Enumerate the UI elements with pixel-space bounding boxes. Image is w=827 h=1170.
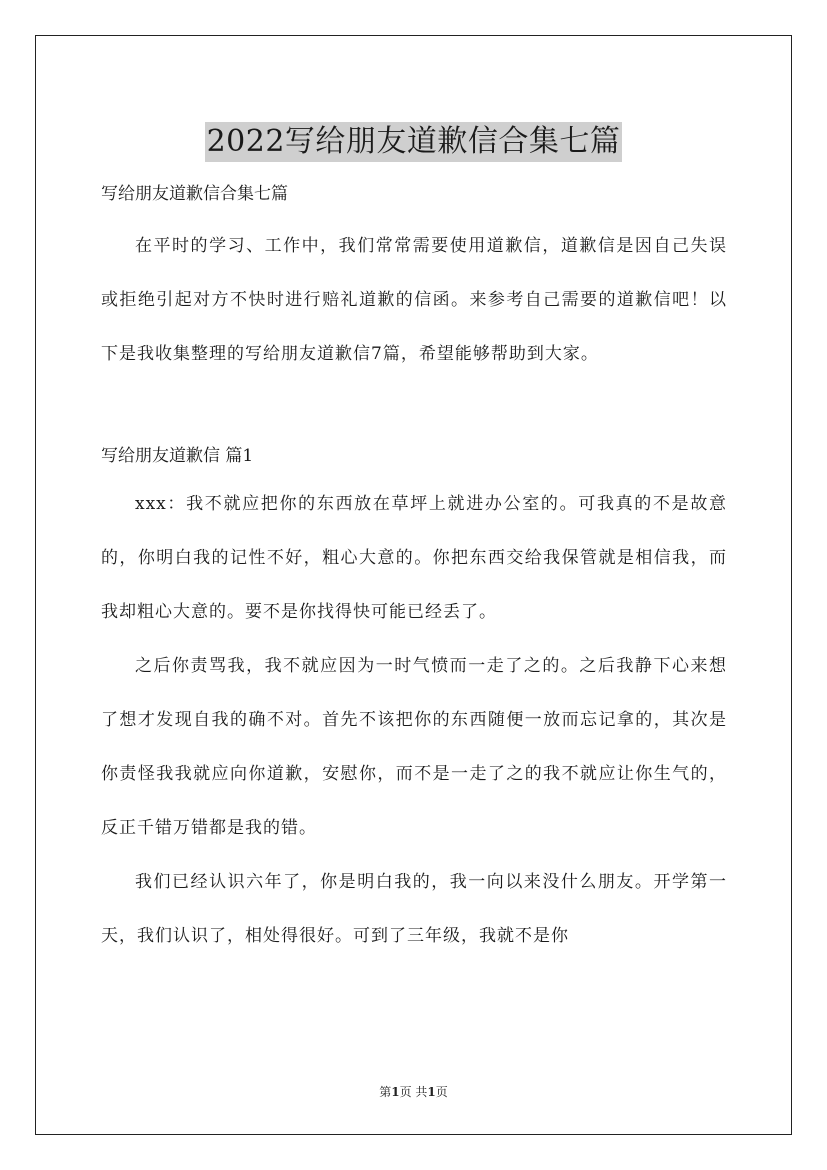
intro-paragraph: 在平时的学习、工作中，我们常常需要使用道歉信，道歉信是因自己失误或拒绝引起对方不快时进行赔礼道歉的信函。来参考自己需要的道歉信吧！以下是我收集整理的写给朋友道歉信7篇，希望能够帮助到大家。 — [101, 236, 727, 364]
body-paragraph: 我们已经认识六年了，你是明白我的，我一向以来没什么朋友。开学第一天，我们认识了，相处得很好。可到了三年级，我就不是你 — [101, 872, 727, 946]
page-footer — [0, 1082, 827, 1102]
section-heading: 写给朋友道歉信 篇1 — [101, 446, 254, 466]
document-body — [101, 173, 727, 963]
body-paragraph: xxx：我不就应把你的东西放在草坪上就进办公室的。可我真的不是故意的，你明白我的记性不好，粗心大意的。你把东西交给我保管就是相信我，而我却粗心大意的。要不是你找得快可能已经丢了。 — [101, 494, 727, 622]
footer-prefix: 第 — [379, 1085, 392, 1099]
title-container — [0, 102, 827, 182]
footer-suffix: 页 — [435, 1085, 448, 1099]
document-title: 2022写给朋友道歉信合集七篇 — [205, 122, 623, 162]
document-subtitle: 写给朋友道歉信合集七篇 — [101, 184, 288, 204]
footer-total-pages: 1 — [427, 1085, 436, 1099]
footer-current-page: 1 — [391, 1085, 400, 1099]
footer-mid: 页 共 — [399, 1085, 428, 1099]
body-paragraph: 之后你责骂我，我不就应因为一时气愤而一走了之的。之后我静下心来想了想才发现自我的确不对。首先不该把你的东西随便一放而忘记拿的，其次是你责怪我我就应向你道歉，安慰你，而不是一走了之的我不就应让你生气的，反正千错万错都是我的错。 — [101, 656, 727, 838]
